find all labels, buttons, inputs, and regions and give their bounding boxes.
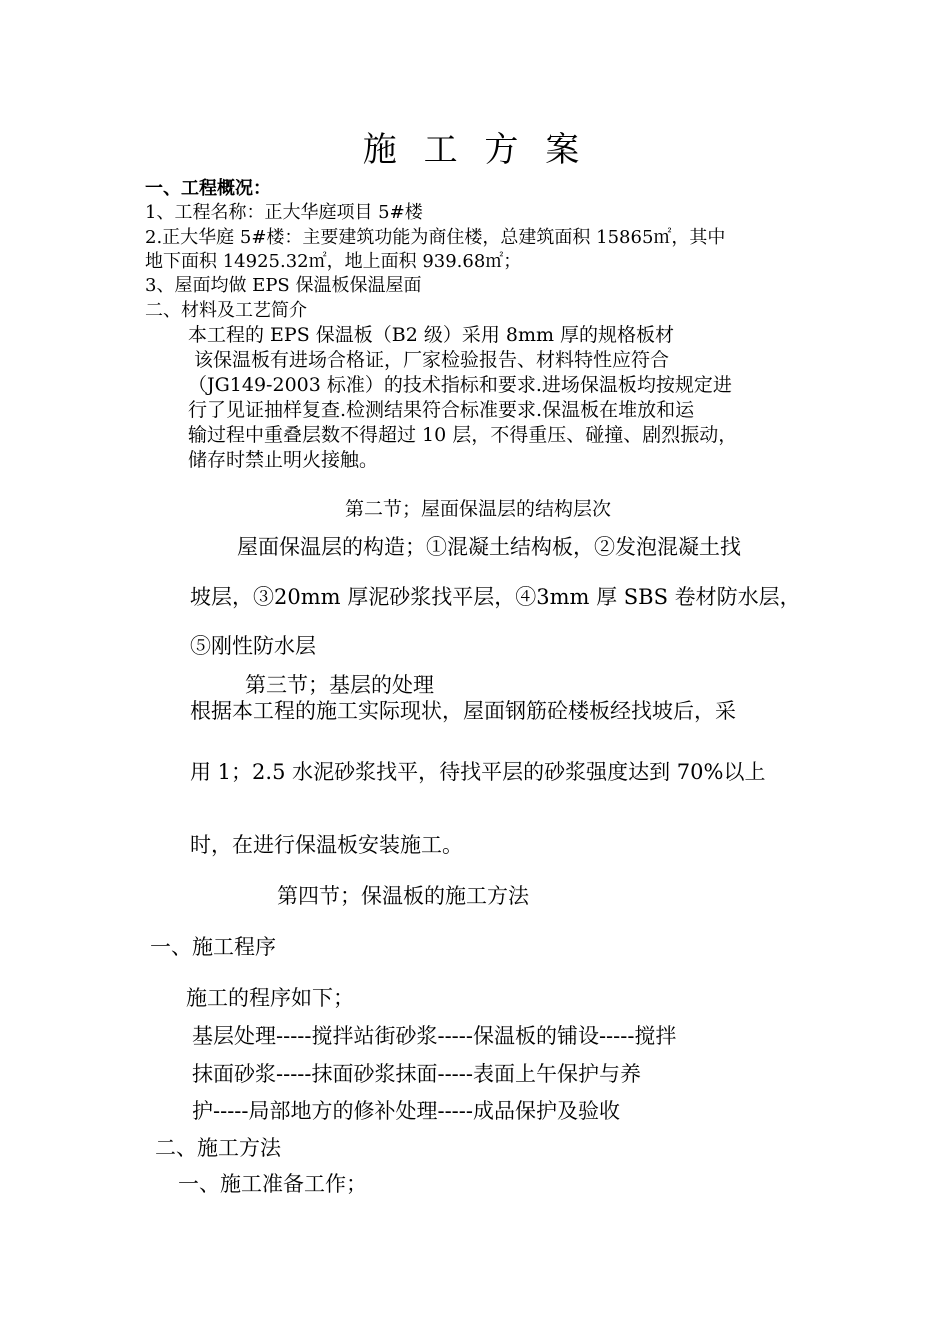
building-info-line: 2.正大华庭 5#楼：主要建筑功能为商住楼，总建筑面积 15865㎡，其中 bbox=[145, 227, 726, 248]
roof-info-line: 3、屋面均做 EPS 保温板保温屋面 bbox=[145, 275, 422, 296]
base-treatment-line: 时，在进行保温板安装施工。 bbox=[190, 833, 463, 857]
base-treatment-line: 根据本工程的施工实际现状，屋面钢筋砼楼板经找坡后，采 bbox=[190, 699, 736, 723]
procedure-intro: 施工的程序如下； bbox=[186, 986, 354, 1010]
materials-paragraph-line: （JG149-2003 标准）的技术指标和要求.进场保温板均按规定进 bbox=[188, 374, 732, 396]
section-heading-materials: 二、材料及工艺简介 bbox=[145, 300, 307, 321]
area-info-line: 地下面积 14925.32㎡，地上面积 939.68㎡； bbox=[145, 251, 522, 272]
construction-method-heading: 二、施工方法 bbox=[155, 1136, 281, 1160]
procedure-step-line: 基层处理-----搅拌站街砂浆-----保温板的铺设-----搅拌 bbox=[192, 1024, 677, 1048]
materials-paragraph-line: 输过程中重叠层数不得超过 10 层，不得重压、碰撞、剧烈振动， bbox=[188, 424, 738, 446]
node-2-heading: 第二节；屋面保温层的结构层次 bbox=[345, 498, 612, 520]
procedure-step-line: 抹面砂浆-----抹面砂浆抹面-----表面上午保护与养 bbox=[192, 1062, 641, 1086]
section-heading-project-overview: 一、工程概况： bbox=[145, 178, 271, 199]
preparation-heading: 一、施工准备工作； bbox=[178, 1172, 367, 1196]
procedure-step-line: 护-----局部地方的修补处理-----成品保护及验收 bbox=[192, 1099, 620, 1123]
materials-paragraph-line: 该保温板有进场合格证，厂家检验报告、材料特性应符合 bbox=[188, 349, 670, 371]
structure-paragraph-line: 屋面保温层的构造；①混凝土结构板，②发泡混凝土找 bbox=[237, 535, 741, 559]
base-treatment-line: 用 1；2.5 水泥砂浆找平，待找平层的砂浆强度达到 70%以上 bbox=[190, 760, 766, 784]
structure-paragraph-line: ⑤刚性防水层 bbox=[190, 634, 316, 658]
node-4-heading: 第四节；保温板的施工方法 bbox=[277, 884, 529, 908]
document-title: 施 工 方 案 bbox=[362, 130, 588, 170]
project-name-line: 1、工程名称：正大华庭项目 5#楼 bbox=[145, 202, 423, 223]
construction-procedure-heading: 一、施工程序 bbox=[150, 935, 276, 959]
materials-paragraph-line: 储存时禁止明火接触。 bbox=[188, 449, 379, 471]
materials-paragraph-line: 本工程的 EPS 保温板（B2 级）采用 8mm 厚的规格板材 bbox=[188, 324, 675, 346]
structure-paragraph-line: 坡层，③20mm 厚泥砂浆找平层，④3mm 厚 SBS 卷材防水层， bbox=[190, 585, 801, 609]
node-3-heading: 第三节；基层的处理 bbox=[245, 673, 434, 697]
materials-paragraph-line: 行了见证抽样复查.检测结果符合标准要求.保温板在堆放和运 bbox=[188, 399, 695, 421]
